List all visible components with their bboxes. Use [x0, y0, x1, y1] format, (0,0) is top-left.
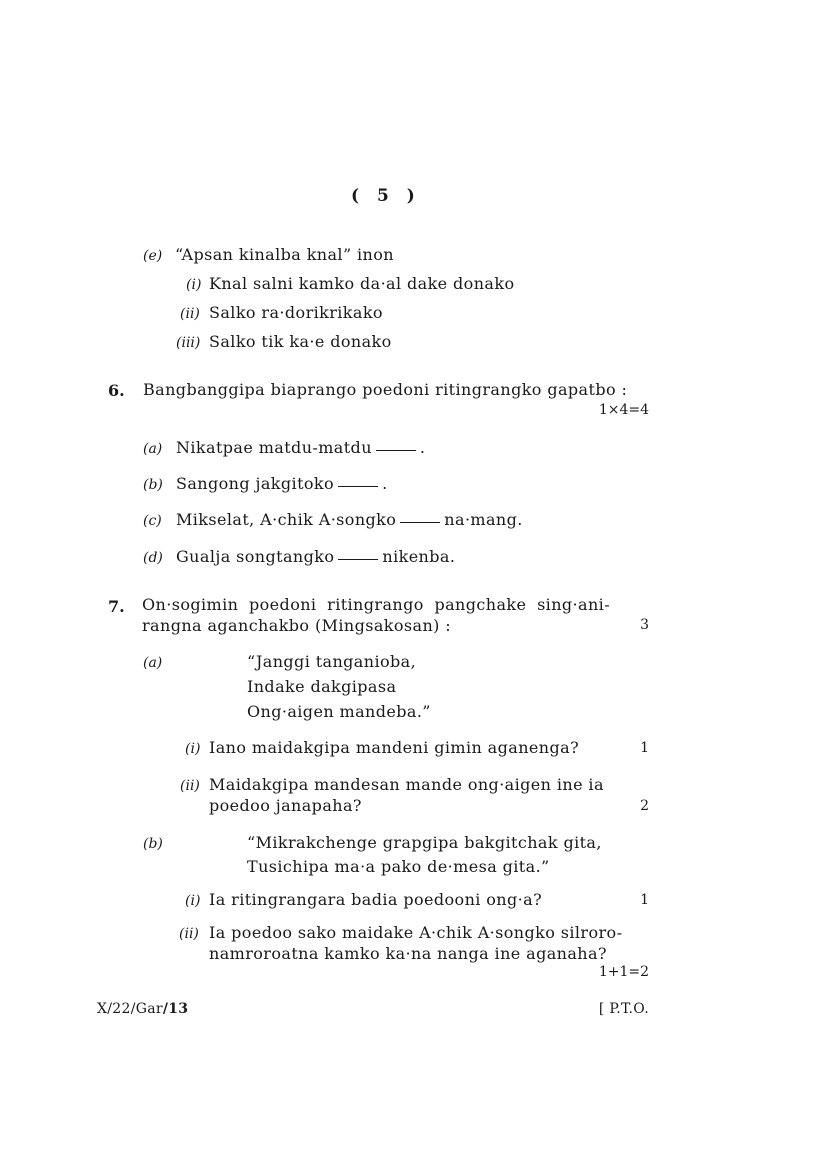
- q7b-poem-line: Tusichipa ma·a pako de·mesa gita.”: [247, 857, 550, 876]
- q6-item-label: (b): [143, 477, 163, 493]
- q6-item-text: Mikselat, A·chik A·songko: [176, 510, 397, 529]
- answer-blank: [376, 450, 416, 451]
- q5e-option-text: Salko tik ka·e donako: [209, 332, 392, 351]
- page-number: ( 5 ): [351, 186, 421, 206]
- q7-marks: 3: [640, 617, 649, 633]
- q7a-poem-line: Indake dakgipasa: [247, 677, 397, 696]
- q7a-subq-text: Iano maidakgipa mandeni gimin aganenga?: [209, 738, 580, 757]
- answer-blank: [338, 486, 378, 487]
- q6-item-tail: .: [419, 438, 426, 457]
- q7-text-line1: On·sogimin poedoni ritingrango pangchake sing·ani-: [142, 595, 610, 614]
- pto-mark: [ P.T.O.: [598, 1001, 649, 1017]
- q7b-poem-line: “Mikrakchenge grapgipa bakgitchak gita,: [247, 833, 602, 852]
- q6-item: [176, 510, 523, 529]
- q6-item-tail: .: [382, 474, 388, 493]
- q7a-subq-text: poedoo janapaha?: [209, 796, 362, 815]
- q7a-label: (a): [143, 655, 163, 671]
- q6-item-tail: nikenba.: [382, 547, 456, 566]
- q7-number: 7.: [108, 597, 125, 616]
- q6-item-label: (c): [143, 513, 162, 529]
- q6-item-label: (d): [143, 550, 163, 566]
- q6-item-text: Nikatpae matdu-matdu: [176, 438, 372, 457]
- q6-number: 6.: [108, 381, 125, 400]
- q7a-subq-marks: 2: [640, 798, 649, 814]
- q7b-subq-label: (ii): [179, 926, 199, 942]
- q7a-subq-label: (ii): [180, 778, 200, 794]
- q7b-subq-text: Ia ritingrangara badia poedooni ong·a?: [209, 890, 543, 909]
- q5e-option-label: (ii): [180, 306, 200, 322]
- answer-blank: [400, 522, 440, 523]
- paper-code-suffix: /13: [162, 1001, 189, 1017]
- q5e-option-label: (i): [186, 277, 202, 293]
- q5e-option-text: Salko ra·dorikrikako: [209, 303, 383, 322]
- q7b-subq-marks: 1: [640, 892, 649, 908]
- q6-item-tail: na·mang.: [444, 510, 523, 529]
- q5e-text: “Apsan kinalba knal” inon: [175, 245, 394, 264]
- q6-text: Bangbanggipa biaprango poedoni ritingrangko gapatbo :: [143, 380, 628, 399]
- q7a-poem-line: Ong·aigen mandeba.”: [247, 702, 431, 721]
- q7a-subq-marks: 1: [640, 740, 649, 756]
- q5e-label: (e): [143, 248, 163, 264]
- q7b-label: (b): [143, 836, 163, 852]
- q6-item: [176, 474, 388, 493]
- answer-blank: [338, 559, 378, 560]
- q7-text-line2: rangna aganchakbo (Mingsakosan) :: [142, 616, 452, 635]
- q6-item: [176, 438, 425, 457]
- q6-item-label: (a): [143, 441, 163, 457]
- q7b-subq-label: (i): [185, 893, 201, 909]
- q7a-subq-label: (i): [185, 741, 201, 757]
- q6-item: [176, 547, 455, 566]
- q7b-subq-marks: 1+1=2: [598, 964, 649, 980]
- paper-code-prefix: X/22/Gar: [97, 1001, 163, 1017]
- q5e-option-label: (iii): [176, 335, 201, 351]
- q7a-poem-line: “Janggi tanganioba,: [247, 652, 417, 671]
- q7a-subq-text: Maidakgipa mandesan mande ong·aigen ine ia: [209, 775, 604, 794]
- q5e-option-text: Knal salni kamko da·al dake donako: [209, 274, 515, 293]
- q6-item-text: Gualja songtangko: [176, 547, 335, 566]
- q6-item-text: Sangong jakgitoko: [176, 474, 335, 493]
- q7b-subq-text: namroroatna kamko ka·na nanga ine aganaha?: [209, 944, 607, 963]
- q6-marks: 1×4=4: [598, 402, 649, 418]
- paper-code: [97, 1001, 188, 1017]
- q7b-subq-text: Ia poedoo sako maidake A·chik A·songko silroro-: [209, 923, 623, 942]
